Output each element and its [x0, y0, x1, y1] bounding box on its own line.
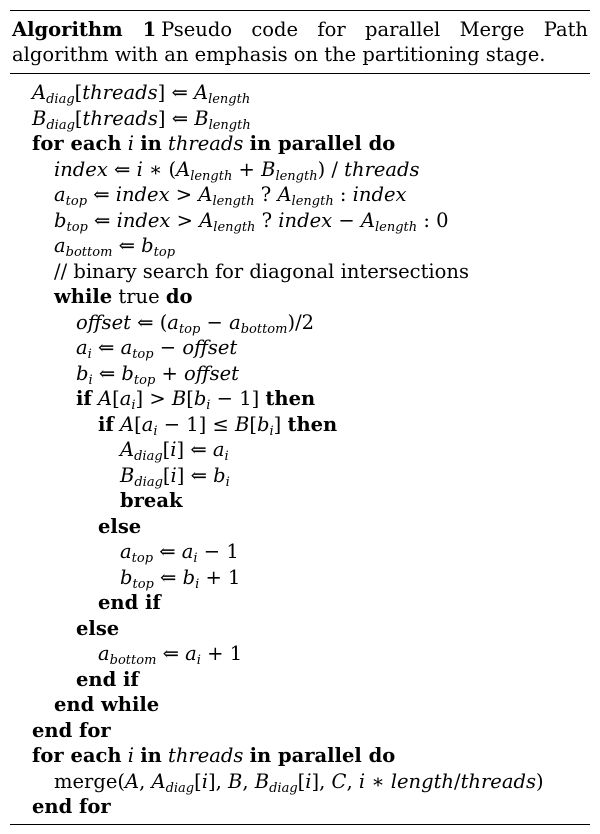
bottom-rule	[10, 824, 590, 825]
code-line: // binary search for diagonal intersections	[54, 259, 469, 283]
code-line: $b_{top}$ ⇐ $b_i + 1$	[120, 565, 241, 592]
code-line: break	[120, 489, 183, 512]
code-line: if $A[a_i - 1] \le B[b_i]$ then	[98, 412, 338, 439]
code-line: $A_{diag}[threads]$ ⇐ $A_{length}$	[32, 81, 251, 107]
code-line: end while	[54, 693, 160, 716]
code-line: $b_i$ ⇐ $b_{top}$ + offset	[76, 361, 239, 388]
algorithm-label: Algorithm 1	[12, 18, 157, 41]
code-line: $a_{bottom}$ ⇐ $b_{top}$	[54, 234, 176, 260]
code-line: index ⇐ i ∗ $(A_{length} + B_{length})$ / threads	[54, 157, 420, 184]
code-line: $A_{diag}[i]$ ⇐ $a_i$	[120, 438, 229, 464]
code-line: $b_{top}$ ⇐ index > $A_{length}$ ? index − $A_{length}$ : 0	[54, 208, 449, 235]
code-line: $a_{bottom}$ ⇐ $a_i + 1$	[98, 642, 243, 668]
algorithm-caption	[10, 11, 590, 67]
code-line: for each i in threads in parallel do	[32, 744, 396, 767]
code-line: $a_i$ ⇐ $a_{top}$ − offset	[76, 336, 238, 362]
code-line: else	[76, 616, 120, 640]
code-line: while true do	[54, 285, 193, 308]
code-line: else	[98, 514, 142, 538]
code-line: for each i in threads in parallel do	[32, 132, 396, 155]
code-line: $a_{top}$ ⇐ index > $A_{length}$ ? $A_{length}$ : index	[54, 183, 407, 209]
code-line: offset ⇐ $(a_{top} - a_{bottom})/2$	[76, 310, 315, 337]
algorithm-block	[10, 10, 590, 825]
code-line: $B_{diag}[i]$ ⇐ $b_i$	[120, 463, 230, 490]
code-line: end for	[32, 795, 111, 818]
code-line: $B_{diag}[threads]$ ⇐ $B_{length}$	[32, 106, 251, 133]
code-line: end if	[76, 667, 139, 691]
code-line: end if	[98, 591, 161, 614]
algorithm-body	[10, 74, 590, 820]
algorithm-caption-text: Pseudo code for parallel Merge Path algorithm with an emphasis on the partitioning stage.	[12, 18, 588, 66]
code-line: $a_{top}$ ⇐ $a_i - 1$	[120, 540, 239, 566]
code-line: end for	[32, 718, 111, 742]
code-line: merge(A, $A_{diag}[i]$, B, $B_{diag}[i]$, C, i ∗ length/threads)	[54, 769, 544, 796]
code-line: if $A[a_i] > B[b_i - 1]$ then	[76, 387, 316, 413]
